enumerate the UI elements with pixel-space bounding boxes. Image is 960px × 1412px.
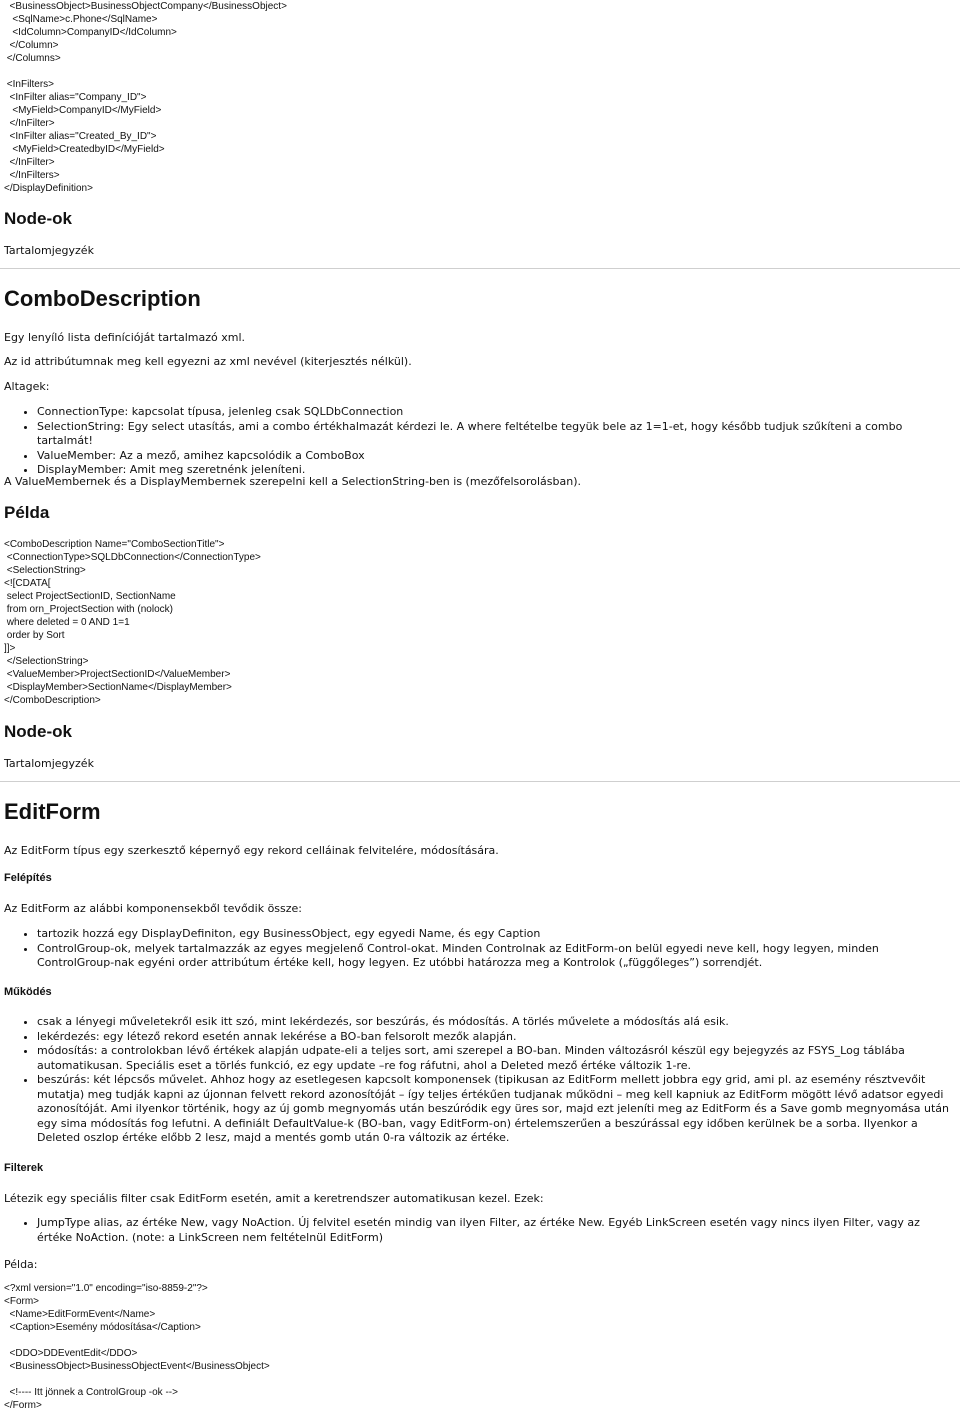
- code-line: <BusinessObject>BusinessObjectCompany</BusinessObject>: [4, 1, 287, 12]
- editform-title: EditForm: [4, 799, 101, 824]
- code-line: </ComboDescription>: [4, 695, 101, 706]
- combodescription-title: ComboDescription: [4, 286, 201, 311]
- filterek-text: Létezik egy speciális filter csak EditForm esetén, amit a keretrendszer automatikusan kezel. Ezek:: [4, 1192, 544, 1205]
- example-heading: Példa: [4, 503, 50, 522]
- filterek-heading: Filterek: [4, 1162, 44, 1174]
- code-line: order by Sort: [4, 630, 65, 641]
- code-line: </Column>: [4, 40, 59, 51]
- top-xml-code: [4, 0, 956, 195]
- code-line: <DisplayMember>SectionName</DisplayMember>: [4, 682, 232, 693]
- code-line: select ProjectSectionID, SectionName: [4, 591, 176, 602]
- code-line: [4, 65, 956, 78]
- filterek-bullet-list: [4, 1216, 956, 1245]
- code-line: <Name>EditFormEvent</Name>: [4, 1309, 156, 1320]
- combo-paragraph-3: Altagek:: [4, 380, 50, 393]
- list-item: • DisplayMember: Amit meg szeretnénk jeleníteni.: [37, 463, 956, 478]
- toc-link[interactable]: Tartalomjegyzék: [4, 244, 94, 257]
- felepites-text: Az EditForm az alábbi komponensekből tevődik össze:: [4, 902, 303, 915]
- list-item: • SelectionString: Egy select utasítás, ami a combo értékhalmazát kérdezi le. A where feltételbe tegyük bele az 1=1-et, hogy később tudjuk szűkíteni a combo tartalmát!: [37, 420, 956, 449]
- list-item: • ConnectionType: kapcsolat típusa, jelenleg csak SQLDbConnection: [37, 405, 956, 420]
- list-item: • JumpType alias, az értéke New, vagy NoAction. Új felvitel esetén mindig van ilyen Filter, az értéke New. Egyéb LinkScreen esetén vagy nincs ilyen Filter, vagy az értéke NoAction. (note: a LinkScreen nem feltételnül EditForm): [37, 1216, 956, 1245]
- node-ok-heading: Node-ok: [4, 209, 72, 228]
- code-line: <ConnectionType>SQLDbConnection</ConnectionType>: [4, 552, 261, 563]
- combo-paragraph-4: A ValueMembernek és a DisplayMembernek szerepelni kell a SelectionString-ben is (mezőfelsorolásban).: [4, 475, 582, 488]
- code-line: <!---- Itt jönnek a ControlGroup -ok -->: [4, 1387, 178, 1398]
- list-item: • tartozik hozzá egy DisplayDefiniton, egy BusinessObject, egy egyedi Name, és egy Caption: [37, 927, 956, 942]
- code-line: where deleted = 0 AND 1=1: [4, 617, 130, 628]
- editform-example-code: [4, 1282, 956, 1412]
- code-line: </InFilter>: [4, 157, 55, 168]
- code-line: <Form>: [4, 1296, 40, 1307]
- code-line: </Columns>: [4, 53, 61, 64]
- code-line: <DDO>DDEventEdit</DDO>: [4, 1348, 138, 1359]
- section-divider: [0, 781, 960, 782]
- code-line: <ValueMember>ProjectSectionID</ValueMember>: [4, 669, 231, 680]
- code-line: <![CDATA[: [4, 578, 51, 589]
- pelda-label: Példa:: [4, 1258, 38, 1271]
- combo-paragraph-2: Az id attribútumnak meg kell egyezni az xml nevével (kiterjesztés nélkül).: [4, 355, 412, 368]
- code-line: <Caption>Esemény módosítása</Caption>: [4, 1322, 201, 1333]
- code-line: [4, 1373, 956, 1386]
- toc-link[interactable]: Tartalomjegyzék: [4, 757, 94, 770]
- combo-example-code: [4, 538, 956, 707]
- code-line: <InFilters>: [4, 79, 55, 90]
- combo-paragraph-1: Egy lenyíló lista definícióját tartalmazó xml.: [4, 331, 246, 344]
- list-item: • módosítás: a controlokban lévő értékek alapján udpate-eli a teljes sort, ami szerepel a BO-ban. Minden változásról készül egy bejegyzés az FSYS_Log táblába automatikusan. Speciális eset a törlés funkció, ez egy update –re fog ráfutni, ahol a Deleted mező értéke változik 1-re.: [37, 1044, 956, 1073]
- felepites-bullet-list: [4, 927, 956, 971]
- code-line: <MyField>CompanyID</MyField>: [4, 105, 162, 116]
- combo-bullet-list: [4, 405, 956, 478]
- code-line: <ComboDescription Name="ComboSectionTitle">: [4, 539, 225, 550]
- code-line: </InFilter>: [4, 118, 55, 129]
- list-item: • csak a lényegi műveletekről esik itt szó, mint lekérdezés, sor beszúrás, és módosítás. A törlés művelete a módosítás alá esik.: [37, 1015, 956, 1030]
- list-item: • ControlGroup-ok, melyek tartalmazzák az egyes megjelenő Control-okat. Minden Controlnak az EditForm-on belül egyedi neve kell, hogy legyen, minden ControlGroup-nak egyéni order attribútum értéke kell, hogy legyen. Ez utóbbi határozza meg a Kontrolok („függőleges”) sorrendjét.: [37, 942, 956, 971]
- code-line: [4, 1334, 956, 1347]
- code-line: </SelectionString>: [4, 656, 89, 667]
- code-line: <?xml version="1.0" encoding="iso-8859-2"?>: [4, 1283, 208, 1294]
- code-line: from orn_ProjectSection with (nolock): [4, 604, 173, 615]
- code-line: <MyField>CreatedbyID</MyField>: [4, 144, 165, 155]
- editform-intro: Az EditForm típus egy szerkesztő képernyő egy rekord celláinak felvitelére, módosítására.: [4, 844, 499, 857]
- code-line: <IdColumn>CompanyID</IdColumn>: [4, 27, 177, 38]
- list-item: • beszúrás: két lépcsős művelet. Ahhoz hogy az esetlegesen kapcsolt komponensek (tipikusan az EditForm mellett jobbra egy grid, ami pl. az esemény résztvevőit mutatja) meg tudják kapni az újonnan felvett rekord azonosítóját – így teljes értékűen tudjanak működni – meg kell kapniuk az EditForm mögött lévő adatsor egyedi azonosítóját. Ami ilyenkor történik, hogy az új gomb megnyomás után beszúródik egy üres sor, majd ezt jeleníti meg az EditForm és a Save gomb megnyomása után egy sima módosítás fog lefutni. A definiált DefaultValue-k (BO-ban, vagy EditForm-on) értelemszerűen a beszúrással egy időben kerülnek be a sorba. Ilyenkor a Deleted oszlop értéke előbb 2 lesz, majd a mentés gomb után 0-ra változik az értéke.: [37, 1073, 956, 1146]
- node-ok-heading: Node-ok: [4, 722, 72, 741]
- mukodes-bullet-list: [4, 1015, 956, 1146]
- code-line: </DisplayDefinition>: [4, 183, 93, 194]
- code-line: </Form>: [4, 1400, 42, 1411]
- list-item: • lekérdezés: egy létező rekord esetén annak lekérése a BO-ban felsorolt mezők alapján.: [37, 1030, 956, 1045]
- code-line: <SelectionString>: [4, 565, 86, 576]
- section-divider: [0, 268, 960, 269]
- code-line: <BusinessObject>BusinessObjectEvent</BusinessObject>: [4, 1361, 270, 1372]
- felepites-heading: Felépítés: [4, 872, 52, 884]
- code-line: ]]>: [4, 643, 16, 654]
- code-line: <InFilter alias="Company_ID">: [4, 92, 147, 103]
- code-line: </InFilters>: [4, 170, 60, 181]
- code-line: <SqlName>c.Phone</SqlName>: [4, 14, 158, 25]
- list-item: • ValueMember: Az a mező, amihez kapcsolódik a ComboBox: [37, 449, 956, 464]
- code-line: <InFilter alias="Created_By_ID">: [4, 131, 157, 142]
- mukodes-heading: Működés: [4, 986, 52, 998]
